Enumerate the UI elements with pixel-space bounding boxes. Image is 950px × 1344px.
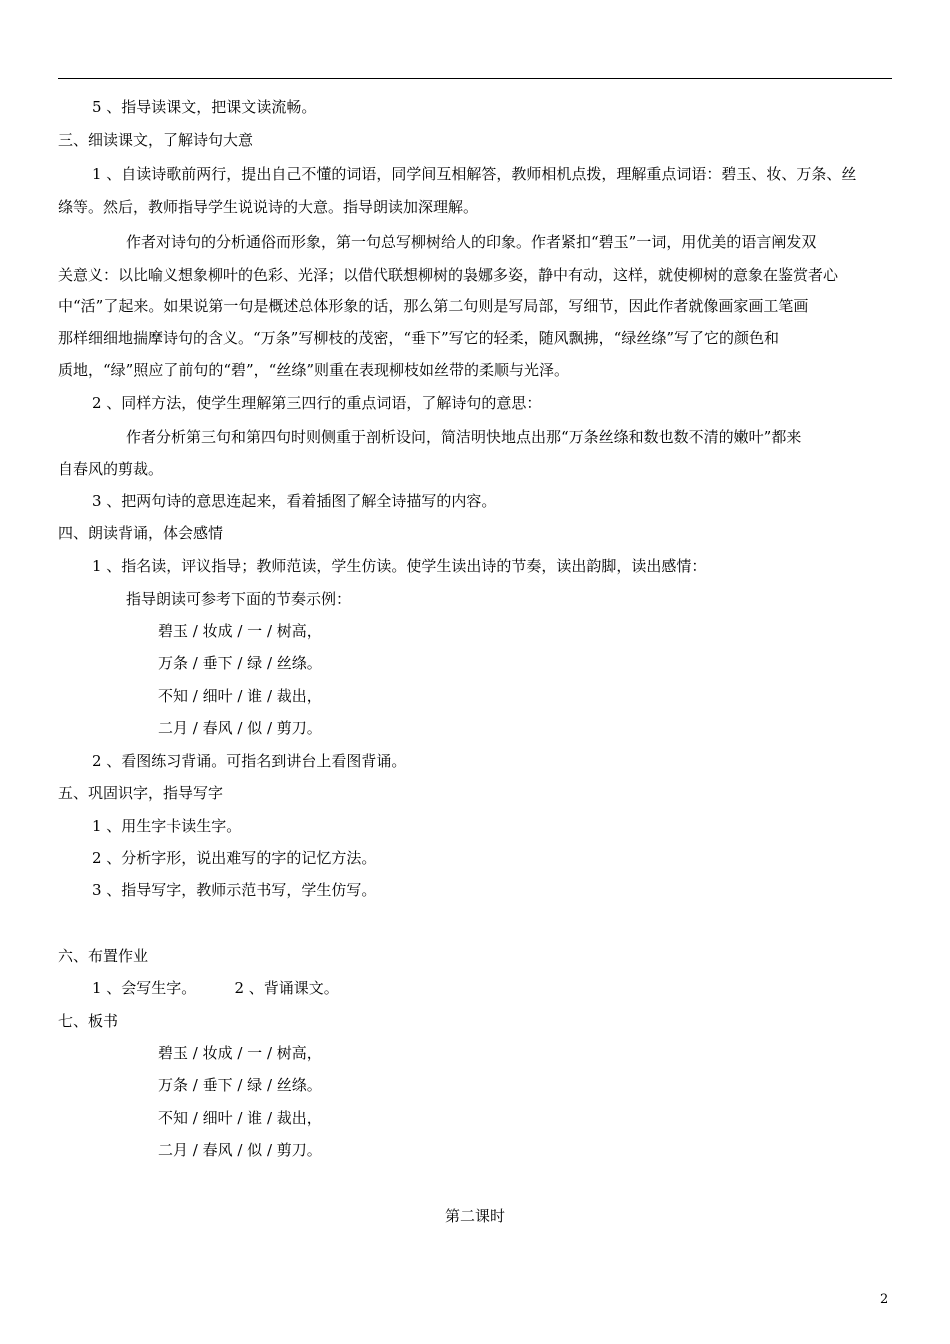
- poem-line: 万条 / 垂下 / 绿 / 丝绦。: [158, 654, 322, 672]
- section-3-heading: 三、细读课文，了解诗句大意: [58, 131, 254, 149]
- poem-line: 二月 / 春风 / 似 / 剪刀。: [158, 719, 322, 737]
- paragraph-line: 2 、同样方法，使学生理解第三四行的重点词语，了解诗句的意思：: [92, 394, 542, 412]
- paragraph-line: 绦等。然后，教师指导学生说说诗的大意。指导朗读加深理解。: [58, 198, 479, 216]
- paragraph-line: 指导朗读可参考下面的节奏示例：: [126, 590, 352, 608]
- paragraph-line: 作者对诗句的分析通俗而形象，第一句总写柳树给人的印象。作者紧扣“碧玉”一词，用优美的语言阐发双: [126, 233, 817, 251]
- poem-line: 不知 / 细叶 / 谁 / 裁出，: [158, 687, 322, 705]
- paragraph-line: 关意义：以比喻义想象柳叶的色彩、光泽；以借代联想柳树的袅娜多姿，静中有动，这样，就使柳树的意象在鉴赏者心: [58, 266, 839, 284]
- header-rule: [58, 78, 892, 79]
- homework-line: 1 、会写生字。 2 、背诵课文。: [92, 979, 339, 997]
- poem-line: 碧玉 / 妆成 / 一 / 树高，: [158, 622, 322, 640]
- section-6-heading: 六、布置作业: [58, 947, 149, 965]
- paragraph-line: 那样细细地揣摩诗句的含义。“万条”写柳枝的茂密，“垂下”写它的轻柔，随风飘拂，“绿丝绦”写了它的颜色和: [58, 329, 780, 347]
- paragraph-line: 质地，“绿”照应了前句的“碧”，“丝绦”则重在表现柳枝如丝带的柔顺与光泽。: [58, 361, 570, 379]
- paragraph-line: 1 、用生字卡读生字。: [92, 817, 242, 835]
- paragraph-line: 2 、分析字形，说出难写的字的记忆方法。: [92, 849, 377, 867]
- paragraph-line: 1 、指名读，评议指导；教师范读，学生仿读。使学生读出诗的节奏，读出韵脚，读出感情：: [92, 557, 707, 575]
- blackboard-line: 万条 / 垂下 / 绿 / 丝绦。: [158, 1076, 322, 1094]
- paragraph-line: 作者分析第三句和第四句时则侧重于剖析设问，简洁明快地点出那“万条丝绦和数也数不清的嫩叶”都来: [126, 428, 802, 446]
- blackboard-line: 不知 / 细叶 / 谁 / 裁出，: [158, 1109, 322, 1127]
- step-5-line: 5 、指导读课文，把课文读流畅。: [92, 98, 317, 116]
- paragraph-line: 自春风的剪裁。: [58, 460, 164, 478]
- page-number: 2: [880, 1292, 889, 1307]
- paragraph-line: 3 、指导写字，教师示范书写，学生仿写。: [92, 881, 377, 899]
- lesson-2-title: 第二课时: [444, 1207, 505, 1225]
- blackboard-line: 碧玉 / 妆成 / 一 / 树高，: [158, 1044, 322, 1062]
- blackboard-line: 二月 / 春风 / 似 / 剪刀。: [158, 1141, 322, 1159]
- paragraph-line: 3 、把两句诗的意思连起来，看着插图了解全诗描写的内容。: [92, 492, 497, 510]
- paragraph-line: 中“活”了起来。如果说第一句是概述总体形象的话，那么第二句则是写局部，写细节，因此作者就像画家画工笔画: [58, 297, 809, 315]
- section-7-heading: 七、板书: [58, 1012, 119, 1030]
- paragraph-line: 1 、自读诗歌前两行，提出自己不懂的词语，同学间互相解答，教师相机点拨，理解重点词语：碧玉、妆、万条、丝: [92, 165, 857, 183]
- section-4-heading: 四、朗读背诵，体会感情: [58, 524, 224, 542]
- paragraph-line: 2 、看图练习背诵。可指名到讲台上看图背诵。: [92, 752, 407, 770]
- section-5-heading: 五、巩固识字，指导写字: [58, 784, 224, 802]
